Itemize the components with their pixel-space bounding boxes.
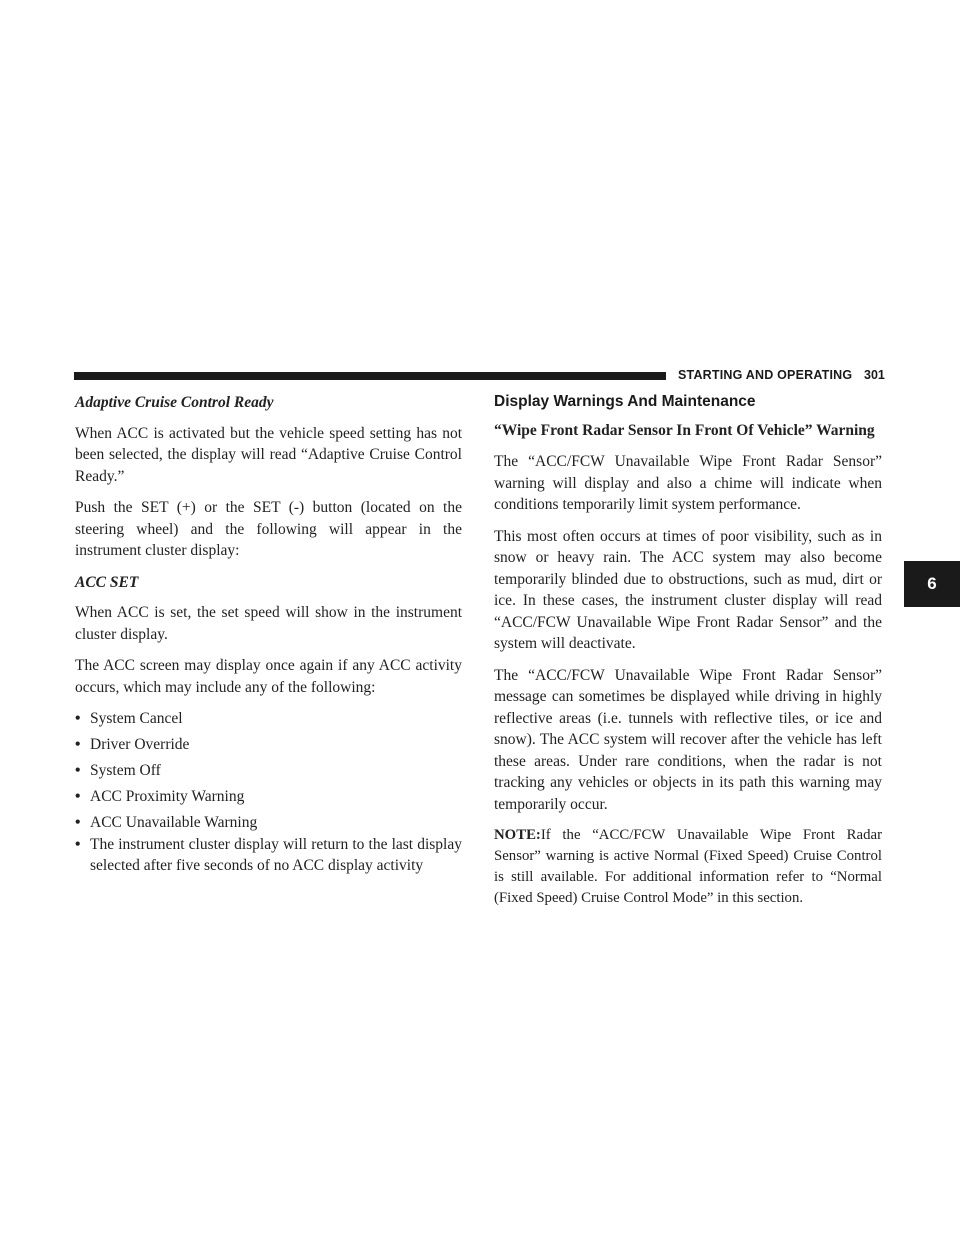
- bullet-icon: •: [75, 814, 81, 831]
- note-text: If the “ACC/FCW Unavailable Wipe Front Radar Sensor” warning is active Normal (Fixed Speed) Cruise Control is still available. For additional information refer to “Normal (Fixed Speed) Cruise Control Mode” in this section.: [494, 827, 882, 906]
- bullet-icon: •: [75, 762, 81, 779]
- paragraph: When ACC is set, the set speed will show in the instrument cluster display.: [75, 604, 462, 643]
- bullet-icon: •: [75, 835, 81, 853]
- note-label: NOTE:: [494, 827, 541, 843]
- note: [494, 825, 882, 909]
- section-title: STARTING AND OPERATING: [678, 368, 853, 382]
- subheading-wipe-sensor: “Wipe Front Radar Sensor In Front Of Vehicle” Warning: [494, 422, 875, 439]
- paragraph: This most often occurs at times of poor visibility, such as in snow or heavy rain. The ACC system may also become temporarily blinded due to obstructions, such as mud, dirt or ice. In these cases, the instrument cluster display will read “ACC/FCW Unavailable Wipe Front Radar Sensor” and the system will deactivate.: [494, 527, 882, 652]
- bullet-icon: •: [75, 788, 81, 805]
- subheading-acc-set: ACC SET: [75, 573, 139, 591]
- left-column: [75, 392, 462, 881]
- list-item: • System Cancel: [75, 708, 462, 730]
- list-item: • ACC Unavailable Warning: [75, 812, 462, 834]
- paragraph: The “ACC/FCW Unavailable Wipe Front Radar Sensor” message can sometimes be displayed while driving in highly reflective areas (i.e. tunnels with reflective tiles, or ice and snow). The ACC system will recover after the vehicle has left these areas. Under rare conditions, when the radar is not tracking any vehicles or objects in its path this warning may temporarily occur.: [494, 666, 882, 813]
- list-item: • Driver Override: [75, 734, 462, 756]
- right-column: [494, 392, 882, 909]
- list-item: • System Off: [75, 760, 462, 782]
- page-number: 301: [864, 368, 885, 382]
- paragraph: The ACC screen may display once again if any ACC activity occurs, which may include any of the following:: [75, 657, 462, 696]
- chapter-tab: 6: [904, 561, 960, 607]
- paragraph: When ACC is activated but the vehicle speed setting has not been selected, the display will read “Adaptive Cruise Control Ready.”: [75, 424, 462, 485]
- paragraph: Push the SET (+) or the SET (-) button (located on the steering wheel) and the following will appear in the instrument cluster display:: [75, 499, 462, 559]
- bullet-icon: •: [75, 736, 81, 753]
- paragraph: The “ACC/FCW Unavailable Wipe Front Radar Sensor” warning will display and also a chime will indicate when conditions temporarily limit system performance.: [494, 453, 882, 513]
- subheading-acc-ready: Adaptive Cruise Control Ready: [75, 394, 274, 411]
- header-rule: [74, 372, 666, 380]
- list-item: • ACC Proximity Warning: [75, 786, 462, 808]
- page-header: [74, 369, 904, 383]
- bullet-icon: •: [75, 710, 81, 727]
- section-heading: Display Warnings And Maintenance: [494, 393, 756, 410]
- bullet-list: [75, 708, 462, 877]
- list-item: • The instrument cluster display will return to the last display selected after five seconds of no ACC display activity: [75, 835, 462, 874]
